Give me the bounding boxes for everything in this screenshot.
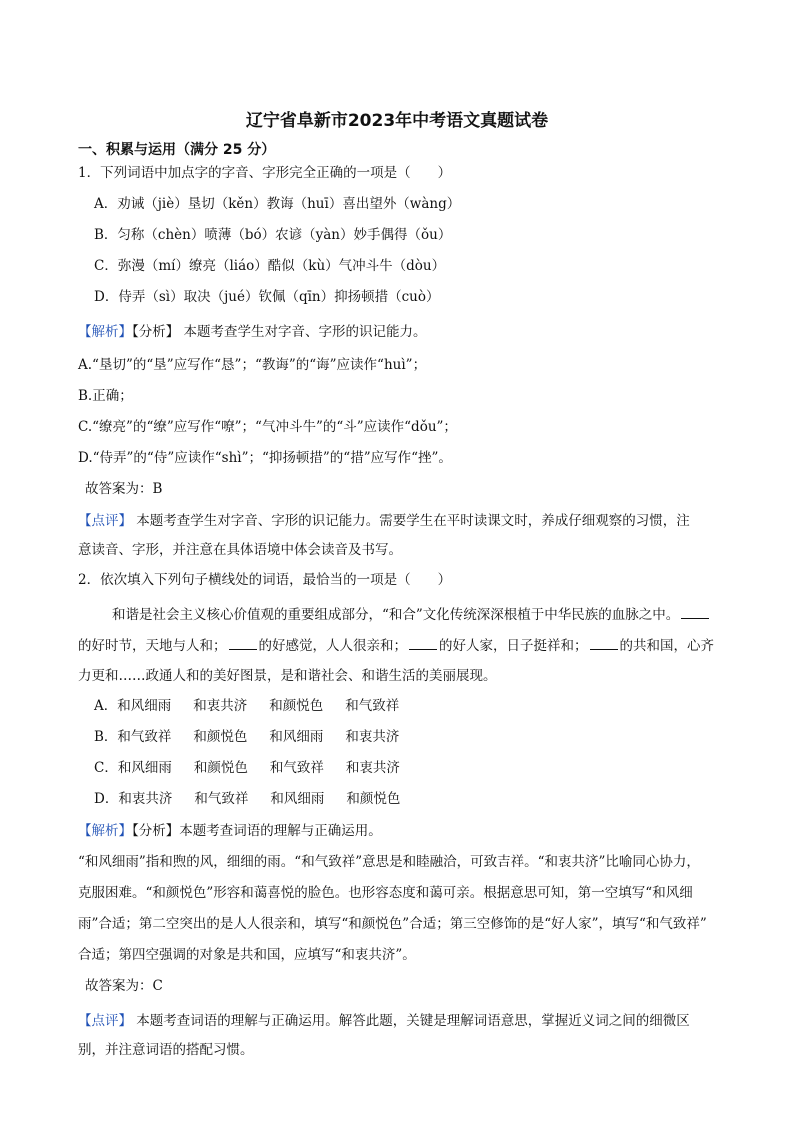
- analysis-head: 【分析】本题考查词语的理解与正确运用。: [132, 823, 382, 839]
- q1-analysis-line: B.正确；: [78, 388, 133, 404]
- q1-comment: [78, 512, 690, 530]
- analysis-head: 【分析】 本题考查学生对字音、字形的识记能力。: [132, 324, 427, 340]
- section-heading: 一、积累与运用（满分 25 分）: [78, 142, 276, 158]
- q2-comment: [78, 1012, 690, 1030]
- passage-text: 的共和国，心齐: [619, 638, 714, 654]
- analysis-tag: 【解析】: [78, 823, 132, 839]
- option-label: C．: [94, 760, 118, 776]
- option-word: 和风细雨: [117, 698, 172, 714]
- q1-option-c: C．弥漫（mí）缭亮（liáo）酷似（kù）气冲斗牛（dòu）: [94, 258, 446, 274]
- fill-blank-4: [590, 636, 618, 650]
- option-word: 和颜悦色: [346, 791, 401, 807]
- q1-comment-line: 意读音、字形，并注意在具体语境中体会读音及书写。: [78, 542, 402, 558]
- comment-line: 本题考查词语的理解与正确运用。解答此题，关键是理解词语意思，掌握近义词之间的细微区: [132, 1013, 690, 1029]
- option-label: D．: [94, 791, 119, 807]
- option-word: 和颜悦色: [193, 729, 248, 745]
- question-2-stem: 2．依次填入下列句子横线处的词语，最恰当的一项是（ ）: [78, 572, 452, 588]
- comment-tag: 【点评】: [78, 1013, 132, 1029]
- q1-option-d: D．侍弄（sì）取决（jué）钦佩（qīn）抑扬顿措（cuò）: [94, 289, 440, 305]
- q2-passage-line-1: [112, 605, 711, 624]
- option-word: 和风细雨: [269, 729, 324, 745]
- option-word: 和衷共济: [118, 791, 173, 807]
- document-title: 辽宁省阜新市2023年中考语文真题试卷: [245, 111, 549, 131]
- q2-option-d: [94, 790, 422, 808]
- q2-passage-line-2: [78, 636, 714, 655]
- option-word: 和气致祥: [117, 729, 172, 745]
- q2-option-c: [94, 759, 422, 777]
- comment-line: 本题考查学生对字音、字形的识记能力。需要学生在平时读课文时，养成仔细观察的习惯，注: [132, 513, 690, 529]
- q1-option-a: A．劝诫（jiè）垦切（kěn）教诲（huī）喜出望外（wàng）: [94, 196, 461, 212]
- q2-analysis-line: 克服困难。“和颜悦色”形容和蔼喜悦的脸色。也形容态度和蔼可亲。根据意思可知，第一空填写“和风细: [78, 885, 693, 901]
- option-word: 和气致祥: [269, 760, 324, 776]
- passage-text: 的好人家，日子挺祥和；: [439, 638, 588, 654]
- option-word: 和颜悦色: [193, 760, 248, 776]
- q1-answer: 故答案为：B: [85, 481, 163, 497]
- passage-text: 的好时节，天地与人和；: [78, 638, 227, 654]
- passage-text: 和谐是社会主义核心价值观的重要组成部分，“和合”文化传统深深根植于中华民族的血脉之中。: [112, 607, 680, 623]
- passage-text: 的好感觉，人人很亲和；: [258, 638, 407, 654]
- fill-blank-2: [229, 636, 257, 650]
- q1-analysis-line: D.“侍弄”的“侍”应读作“shì”；“抑扬顿措”的“措”应写作“挫”。: [78, 450, 452, 466]
- option-label: B．: [94, 729, 118, 745]
- analysis-tag: 【解析】: [78, 324, 132, 340]
- comment-tag: 【点评】: [78, 513, 132, 529]
- q1-analysis-line: C.“缭亮”的“缭”应写作“嘹”；“气冲斗牛”的“斗”应读作“dǒu”；: [78, 419, 457, 435]
- q2-analysis-line: 合适；第四空强调的对象是共和国，应填写“和衷共济”。: [78, 947, 416, 963]
- question-1-stem: 1．下列词语中加点字的字音、字形完全正确的一项是（ ）: [78, 165, 452, 181]
- q2-analysis-line: 雨”合适；第二空突出的是人人很亲和，填写“和颜悦色”合适；第三空修饰的是“好人家”，填写“和气致祥”: [78, 916, 707, 932]
- option-label: A．: [94, 698, 118, 714]
- q2-comment-line: 别，并注意词语的搭配习惯。: [78, 1042, 254, 1058]
- option-word: 和风细雨: [117, 760, 172, 776]
- q1-analysis-header: [78, 323, 427, 341]
- q1-analysis-line: A.“垦切”的“垦”应写作“恳”；“教诲”的“诲”应读作“huì”；: [78, 357, 427, 373]
- option-word: 和衷共济: [345, 760, 400, 776]
- option-word: 和颜悦色: [269, 698, 324, 714]
- option-word: 和气致祥: [345, 698, 400, 714]
- q2-option-b: [94, 728, 421, 746]
- q2-passage-line-3: 力更和……政通人和的美好图景，是和谐社会、和谐生活的美丽展现。: [78, 668, 497, 684]
- option-word: 和衷共济: [193, 698, 248, 714]
- fill-blank-3: [409, 636, 437, 650]
- option-word: 和衷共济: [345, 729, 400, 745]
- option-word: 和气致祥: [194, 791, 249, 807]
- fill-blank-1: [681, 605, 709, 619]
- q1-option-b: B．匀称（chèn）喷薄（bó）农谚（yàn）妙手偶得（ǒu）: [94, 227, 452, 243]
- q2-analysis-header: [78, 822, 382, 840]
- option-word: 和风细雨: [270, 791, 325, 807]
- q2-option-a: [94, 697, 421, 715]
- q2-answer: 故答案为：C: [85, 978, 163, 994]
- q2-analysis-line: “和风细雨”指和煦的风，细细的雨。“和气致祥”意思是和睦融洽，可致吉祥。“和衷共济”比喻同心协力，: [78, 854, 700, 870]
